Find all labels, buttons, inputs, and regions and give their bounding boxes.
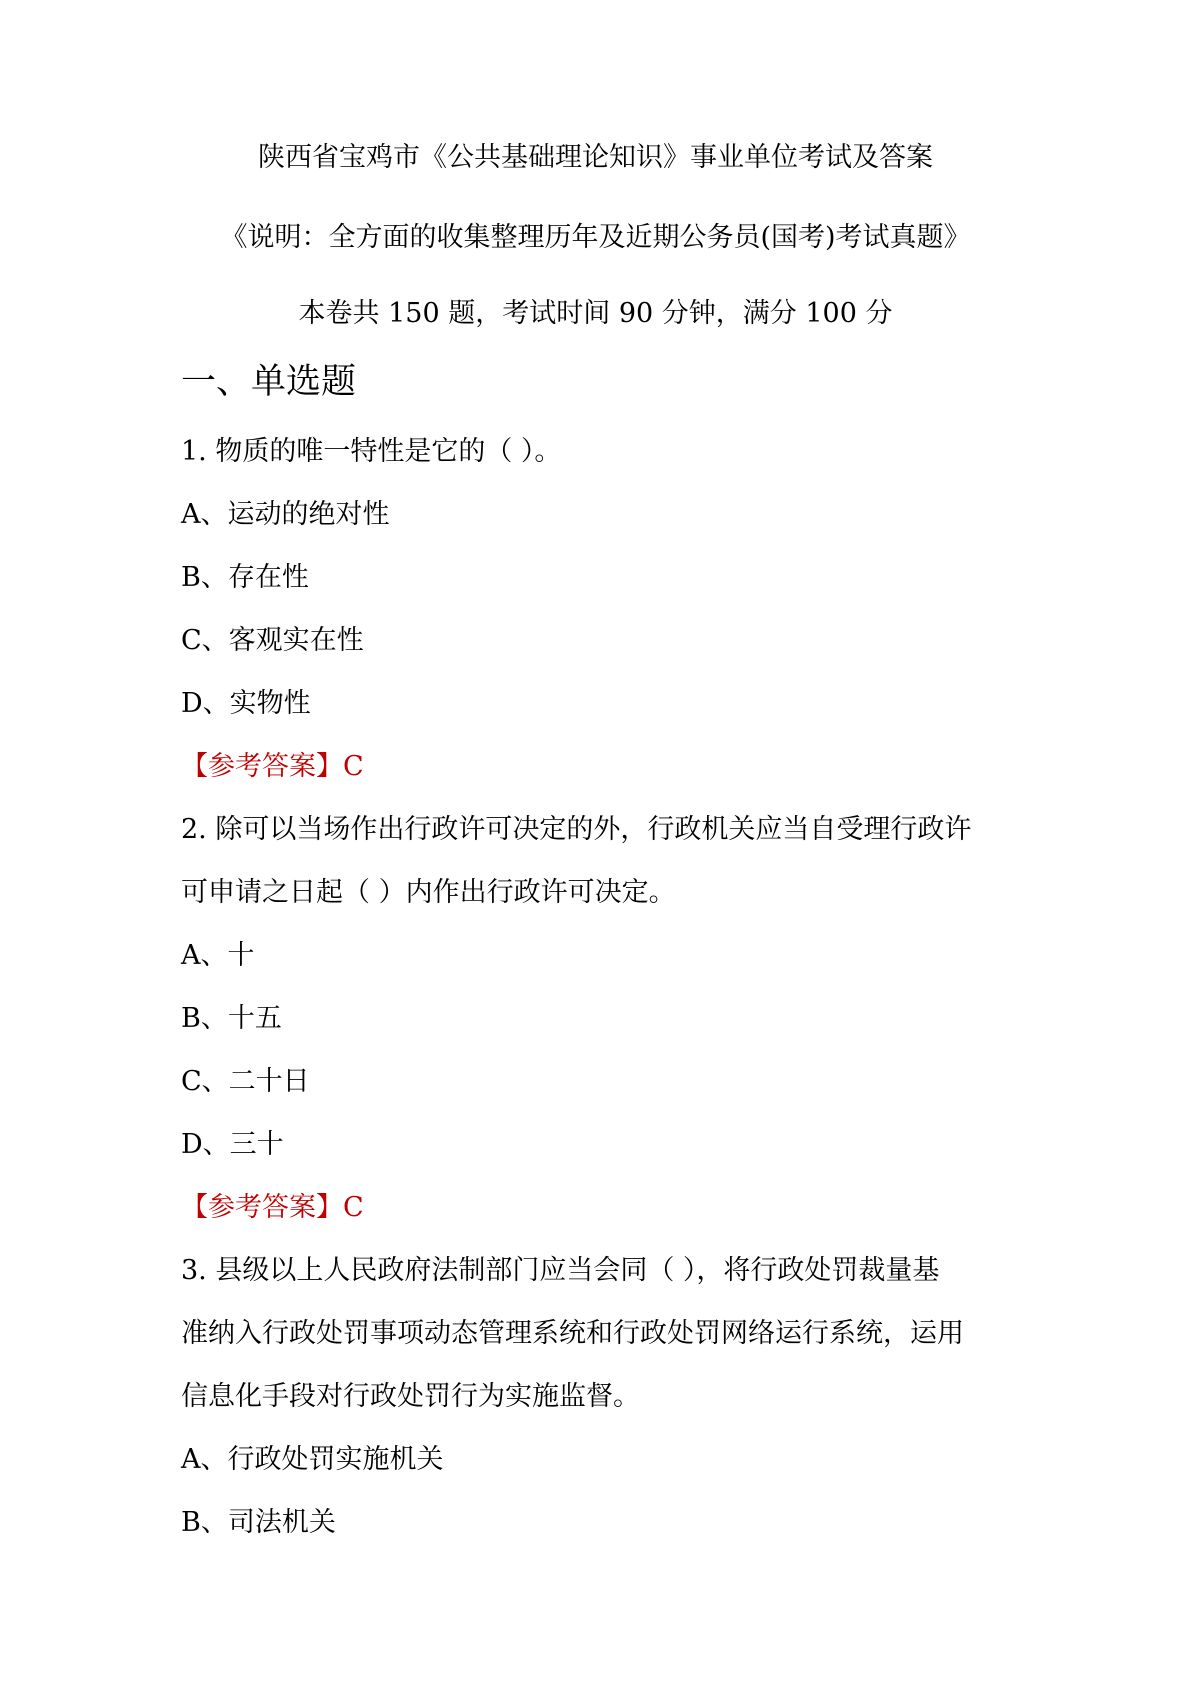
question-3-option-b: B、司法机关 xyxy=(181,1507,336,1538)
question-3-stem-line-2: 准纳入行政处罚事项动态管理系统和行政处罚网络运行系统，运用 xyxy=(181,1318,964,1349)
question-2-answer xyxy=(181,1190,364,1226)
question-1-option-c: C、客观实在性 xyxy=(181,625,364,656)
question-1-option-b: B、存在性 xyxy=(181,562,309,593)
question-2-stem-line-2: 可申请之日起（ ）内作出行政许可决定。 xyxy=(181,877,676,908)
question-2-option-d: D、三十 xyxy=(181,1129,284,1160)
question-1-answer-value: C xyxy=(343,751,364,782)
question-2-stem-line-1: 2. 除可以当场作出行政许可决定的外，行政机关应当自受理行政许 xyxy=(181,814,972,845)
question-2-answer-value: C xyxy=(343,1192,364,1223)
document-title: 陕西省宝鸡市《公共基础理论知识》事业单位考试及答案 xyxy=(258,142,933,173)
question-2-answer-label: 【参考答案】 xyxy=(181,1192,343,1223)
document-subtitle: 《说明：全方面的收集整理历年及近期公务员(国考)考试真题》 xyxy=(220,222,971,253)
exam-info: 本卷共 150 题，考试时间 90 分钟，满分 100 分 xyxy=(298,298,893,329)
question-1-stem-line-1: 1. 物质的唯一特性是它的（ ）。 xyxy=(181,436,562,467)
question-1-option-d: D、实物性 xyxy=(181,688,311,719)
question-3-stem-line-1: 3. 县级以上人民政府法制部门应当会同（ ），将行政处罚裁量基 xyxy=(181,1255,940,1286)
question-1-answer xyxy=(181,749,364,785)
question-2-option-a: A、十 xyxy=(181,940,255,971)
question-3-stem-line-3: 信息化手段对行政处罚行为实施监督。 xyxy=(181,1381,640,1412)
question-2-option-b: B、十五 xyxy=(181,1003,282,1034)
question-1-answer-label: 【参考答案】 xyxy=(181,751,343,782)
question-2-option-c: C、二十日 xyxy=(181,1066,310,1097)
question-3-option-a: A、行政处罚实施机关 xyxy=(181,1444,444,1475)
section-title: 一、单选题 xyxy=(181,362,357,402)
question-1-option-a: A、运动的绝对性 xyxy=(181,499,390,530)
